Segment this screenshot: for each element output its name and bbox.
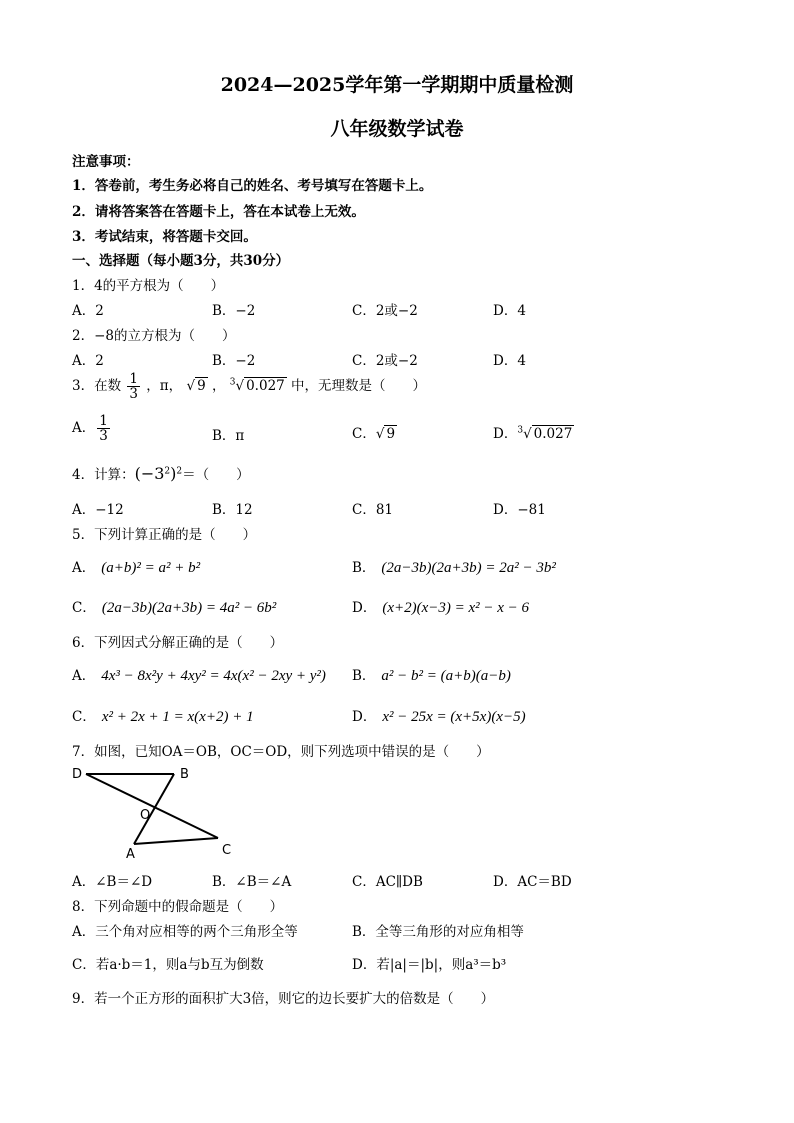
exam-subtitle: 八年级数学试卷 [330, 118, 464, 140]
q5-option-a: A． (a+b)² = a² + b² [72, 560, 201, 576]
q1-option-d: D．4 [493, 303, 526, 319]
q1-option-a: A．2 [72, 303, 104, 319]
point-label-c: C [222, 843, 232, 858]
q6-stem: 6．下列因式分解正确的是（ ） [72, 635, 284, 651]
q5-option-c: C． (2a−3b)(2a+3b) = 4a² − 6b² [72, 600, 277, 616]
notice-item-1: 1．答卷前，考生务必将自己的姓名、考号填写在答题卡上。 [72, 178, 433, 194]
q3-sqrt: √ 9 [186, 378, 206, 395]
q3-fraction: $\frac{1}{3}$ [129, 371, 138, 403]
q7-option-c: C．AC∥DB [352, 874, 423, 890]
q2-option-a: A．2 [72, 353, 104, 369]
q2-option-d: D．4 [493, 353, 526, 369]
q3-cbrt: $^3$√ 0.027 [229, 377, 285, 395]
section-title: 一、选择题（每小题3分，共30分） [72, 253, 290, 269]
q3-option-c: C．√ 9 [352, 426, 396, 442]
q8-option-b: B．全等三角形的对应角相等 [352, 924, 524, 940]
point-label-o: O [140, 808, 151, 823]
q7-stem: 7．如图，已知OA＝OB，OC＝OD，则下列选项中错误的是（ ） [72, 744, 490, 760]
q3-stem: 3．在数 $\frac{1}{3}$ ，π， √ 9 ， $^3$√ 0.027 中，无理数是（ ） [72, 371, 427, 403]
segment-dc [86, 774, 218, 838]
q7-option-d: D．AC＝BD [493, 874, 572, 890]
segment-ac [134, 838, 218, 844]
q7-geometry-figure [70, 762, 240, 862]
q6-option-d: D． x² − 25x = (x+5x)(x−5) [352, 709, 526, 725]
q4-option-b: B．12 [212, 502, 253, 518]
q6-option-c: C． x² + 2x + 1 = x(x+2) + 1 [72, 709, 254, 725]
q8-option-a: A．三个角对应相等的两个三角形全等 [72, 924, 298, 940]
q2-option-c: C．2或−2 [352, 353, 418, 369]
q8-option-c: C．若a·b＝1，则a与b互为倒数 [72, 957, 264, 973]
q2-stem: 2．−8的立方根为（ ） [72, 328, 236, 344]
q9-stem: 9．若一个正方形的面积扩大3倍，则它的边长要扩大的倍数是（ ） [72, 991, 495, 1007]
q8-option-d: D．若|a|＝|b|，则a³＝b³ [352, 957, 507, 973]
q4-option-a: A．−12 [72, 502, 124, 518]
notice-heading: 注意事项： [72, 154, 140, 170]
q2-option-b: B．−2 [212, 353, 256, 369]
q1-option-c: C．2或−2 [352, 303, 418, 319]
point-label-a: A [126, 847, 135, 862]
point-label-b: B [180, 767, 189, 782]
q3-option-b: B．π [212, 428, 245, 444]
q6-option-b: B． a² − b² = (a+b)(a−b) [352, 668, 511, 684]
q7-option-b: B．∠B＝∠A [212, 874, 292, 890]
q4-option-c: C．81 [352, 502, 394, 518]
q3-option-a: A． $\frac{1}{3}$ [72, 413, 108, 445]
point-label-d: D [72, 767, 83, 782]
q1-option-b: B．−2 [212, 303, 256, 319]
q5-option-b: B． (2a−3b)(2a+3b) = 2a² − 3b² [352, 560, 556, 576]
q7-option-a: A．∠B＝∠D [72, 874, 153, 890]
q3-option-d: D．$^3$√ 0.027 [493, 425, 573, 442]
q5-option-d: D． (x+2)(x−3) = x² − x − 6 [352, 600, 530, 616]
q1-stem: 1．4的平方根为（ ） [72, 278, 225, 294]
q4-stem: 4．计算：$(-3^2)^2=$（ ） [72, 464, 250, 483]
notice-item-2: 2．请将答案答在答题卡上，答在本试卷上无效。 [72, 204, 365, 220]
q4-option-d: D．−81 [493, 502, 546, 518]
exam-title: 2024—2025学年第一学期期中质量检测 [220, 74, 574, 96]
q6-option-a: A． 4x³ − 8x²y + 4xy² = 4x(x² − 2xy + y²) [72, 668, 326, 684]
q8-stem: 8．下列命题中的假命题是（ ） [72, 899, 284, 915]
q5-stem: 5．下列计算正确的是（ ） [72, 527, 257, 543]
notice-item-3: 3．考试结束，将答题卡交回。 [72, 229, 257, 245]
